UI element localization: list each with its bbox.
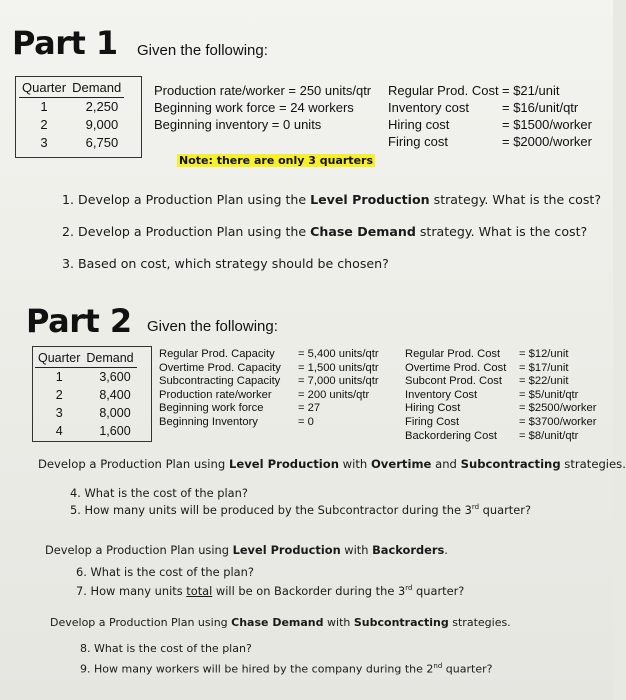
part1-note	[177, 151, 375, 169]
part1-production-info	[154, 82, 371, 133]
intro-bold: Chase Demand	[231, 616, 324, 629]
info-line: Production rate/worker = 250 units/qtr	[154, 83, 372, 98]
table-row	[35, 404, 137, 422]
demand-cell: 8,000	[99, 406, 131, 420]
quarter-cell: 1	[40, 99, 48, 114]
question-bold: Level Production	[310, 192, 430, 207]
ordinal-suffix: rd	[471, 503, 480, 512]
capacity-value: = 0	[298, 415, 314, 428]
demand-cell: 2,250	[85, 99, 119, 114]
demand-cell: 6,750	[85, 135, 119, 150]
capacity-label: Subcontracting Capacity	[159, 375, 281, 388]
table-header-row	[35, 349, 137, 368]
question-text: How many units will be produced by the Subcontractor during the 3	[84, 503, 472, 517]
part1-questions	[62, 184, 601, 280]
question-text: How many units	[90, 584, 187, 598]
quarter-cell: 4	[55, 424, 63, 438]
table-row	[19, 134, 124, 152]
question-7	[76, 584, 464, 598]
info-line: Beginning inventory = 0 units	[154, 117, 322, 132]
cost-value: = $2500/worker	[519, 402, 597, 415]
capacity-value: = 200 units/qtr	[298, 388, 370, 401]
cost-value: = $1500/worker	[502, 117, 592, 132]
capacity-label: Beginning Inventory	[159, 415, 258, 428]
intro-text: with	[340, 543, 373, 557]
question-2	[62, 216, 601, 248]
note-highlight: Note: there are only 3 quarters	[179, 154, 373, 167]
cost-label: Inventory Cost	[405, 388, 478, 401]
question-text: will be on Backorder during the 3	[212, 584, 406, 598]
intro-text: Develop a Production Plan using	[38, 457, 229, 471]
part2-demand-table	[35, 349, 137, 440]
question-9	[80, 662, 492, 676]
question-text: What is the cost of the plan?	[94, 642, 252, 655]
cost-value: = $17/unit	[519, 361, 569, 374]
question-number: 3.	[62, 256, 75, 271]
quarter-cell: 2	[55, 388, 63, 402]
section-a-intro	[38, 457, 626, 471]
question-number: 6.	[76, 565, 87, 579]
cost-label: Regular Prod. Cost	[388, 83, 499, 98]
table-row	[19, 116, 124, 134]
question-text: quarter?	[442, 662, 493, 676]
question-number: 5.	[70, 503, 81, 517]
part2-capacity-labels	[159, 348, 281, 430]
demand-cell: 8,400	[99, 388, 131, 402]
cost-label: Firing Cost	[405, 415, 460, 428]
demand-cell: 9,000	[85, 117, 119, 132]
question-1	[62, 184, 601, 216]
question-number: 7.	[76, 584, 87, 598]
intro-text: strategies.	[448, 616, 511, 629]
question-6	[76, 565, 254, 579]
part1-demand-table	[19, 79, 124, 152]
table-row	[19, 98, 124, 117]
col-header-demand: Demand	[69, 79, 124, 98]
part2-demand-box	[32, 346, 152, 442]
capacity-value: = 1,500 units/qtr	[298, 361, 379, 374]
question-text: Based on cost, which strategy should be chosen?	[78, 256, 389, 271]
table-row	[35, 386, 137, 404]
cost-label: Subcont Prod. Cost	[405, 375, 503, 388]
part1-cost-labels	[388, 82, 499, 150]
table-header-row	[19, 79, 124, 98]
cost-value: = $16/unit/qtr	[502, 100, 579, 115]
info-line: Beginning work force = 24 workers	[154, 100, 354, 115]
question-underline: total	[186, 584, 213, 598]
ordinal-suffix: nd	[433, 662, 443, 670]
table-row	[35, 422, 137, 440]
capacity-label: Regular Prod. Capacity	[159, 348, 275, 360]
question-text: Develop a Production Plan using the	[78, 224, 311, 239]
question-number: 9.	[80, 662, 91, 676]
question-bold: Chase Demand	[310, 224, 416, 239]
part2-cost-values	[519, 348, 596, 443]
cost-value: = $5/unit/qtr	[519, 388, 579, 401]
intro-text: with	[338, 457, 371, 471]
cost-value: = $21/unit	[502, 83, 560, 98]
intro-text: Develop a Production Plan using	[50, 616, 232, 629]
table-row	[35, 368, 137, 387]
demand-cell: 1,600	[99, 424, 131, 438]
cost-label: Backordering Cost	[405, 429, 498, 442]
col-header-quarter: Quarter	[19, 79, 69, 98]
cost-value: = $8/unit/qtr	[519, 429, 579, 442]
question-number: 4.	[70, 486, 81, 500]
question-text: How many workers will be hired by the company during the 2	[94, 662, 434, 676]
cost-value: = $2000/worker	[502, 134, 592, 149]
question-number: 8.	[80, 642, 91, 655]
part2-given: Given the following:	[147, 318, 278, 335]
intro-text: Develop a Production Plan using	[45, 543, 233, 557]
capacity-label: Beginning work force	[159, 402, 264, 415]
quarter-cell: 1	[55, 370, 63, 384]
question-text: quarter?	[479, 503, 531, 517]
intro-bold: Level Production	[232, 543, 341, 557]
part2-capacity-values	[298, 348, 379, 430]
cost-label: Overtime Prod. Cost	[405, 361, 507, 374]
capacity-label: Overtime Prod. Capacity	[159, 361, 281, 374]
cost-value: = $12/unit	[519, 348, 569, 360]
capacity-value: = 27	[298, 402, 321, 415]
intro-bold: Overtime	[370, 457, 432, 471]
part2-cost-labels	[405, 348, 506, 443]
quarter-cell: 3	[40, 135, 48, 150]
cost-label: Inventory cost	[388, 100, 469, 115]
part1-cost-values	[502, 82, 592, 150]
part1-demand-box	[15, 76, 142, 158]
cost-value: = $3700/worker	[519, 415, 597, 428]
part1-title: Part 1	[12, 24, 118, 62]
intro-text: .	[444, 543, 448, 557]
capacity-value: = 7,000 units/qtr	[298, 375, 379, 388]
question-text: What is the cost of the plan?	[84, 486, 248, 500]
question-3	[62, 248, 601, 280]
question-4	[70, 486, 248, 500]
intro-bold: Subcontracting	[460, 457, 561, 471]
part1-given: Given the following:	[137, 42, 268, 59]
col-header-quarter: Quarter	[35, 349, 83, 368]
cost-label: Regular Prod. Cost	[405, 348, 501, 360]
question-text: quarter?	[412, 584, 465, 598]
capacity-label: Production rate/worker	[159, 388, 272, 401]
cost-label: Hiring Cost	[405, 402, 461, 415]
question-8	[80, 642, 252, 655]
quarter-cell: 2	[40, 117, 48, 132]
col-header-demand: Demand	[83, 349, 136, 368]
capacity-value: = 5,400 units/qtr	[298, 348, 379, 360]
intro-bold: Backorders	[372, 543, 445, 557]
intro-text: with	[323, 616, 354, 629]
ordinal-suffix: rd	[405, 584, 413, 593]
cost-value: = $22/unit	[519, 375, 569, 388]
section-b-intro	[45, 543, 448, 557]
quarter-cell: 3	[55, 406, 63, 420]
part2-title: Part 2	[26, 302, 132, 340]
cost-label: Firing cost	[388, 134, 448, 149]
question-text: strategy. What is the cost?	[415, 224, 588, 239]
intro-text: and	[431, 457, 461, 471]
intro-bold: Subcontracting	[353, 616, 449, 629]
question-text: What is the cost of the plan?	[90, 565, 254, 579]
question-number: 2.	[62, 224, 75, 239]
section-c-intro	[50, 616, 511, 629]
question-text: strategy. What is the cost?	[429, 192, 602, 207]
question-number: 1.	[62, 192, 75, 207]
demand-cell: 3,600	[99, 370, 131, 384]
question-5	[70, 503, 531, 517]
cost-label: Hiring cost	[388, 117, 450, 132]
intro-bold: Level Production	[228, 457, 339, 471]
question-text: Develop a Production Plan using the	[78, 192, 311, 207]
intro-text: strategies.	[560, 457, 626, 471]
